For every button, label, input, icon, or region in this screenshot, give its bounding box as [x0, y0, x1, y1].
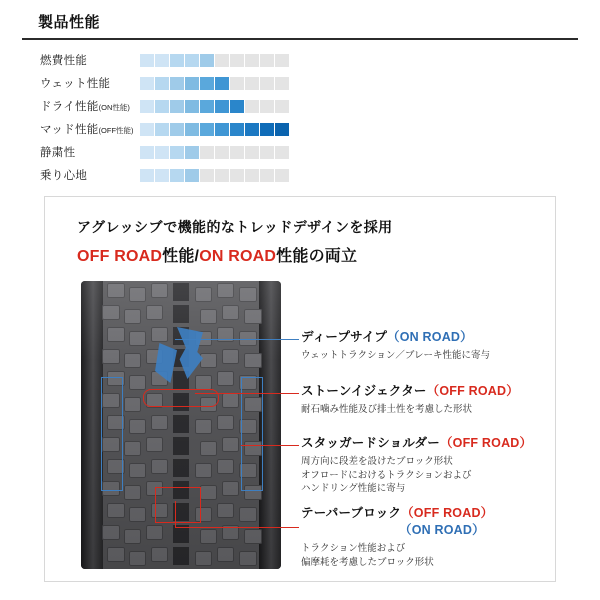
- tread-lug: [151, 547, 168, 562]
- performance-bar-segment: [155, 100, 169, 113]
- performance-bar-segment: [140, 169, 154, 182]
- performance-bar-segment: [215, 146, 229, 159]
- performance-bar-segment: [185, 169, 199, 182]
- performance-bar-segment: [140, 54, 154, 67]
- performance-bar-segment: [230, 54, 244, 67]
- performance-bar-segment: [275, 77, 289, 90]
- callout-road-tag: （OFF ROAD）: [439, 436, 533, 450]
- tread-lug: [102, 305, 120, 320]
- performance-bar: [140, 123, 289, 136]
- performance-bar: [140, 169, 289, 182]
- performance-bar-segment: [260, 169, 274, 182]
- tread-lug: [222, 393, 239, 408]
- callout-description: 周方向に段差を設けたブロック形状 オフロードにおけるトラクションおよび ハンドリング性能に寄与: [301, 455, 472, 495]
- tread-groove: [173, 459, 189, 477]
- tread-groove: [173, 547, 189, 565]
- tread-lug: [151, 459, 168, 474]
- performance-bar: [140, 100, 289, 113]
- performance-row: [40, 119, 560, 139]
- tread-lug: [217, 459, 234, 474]
- performance-bar-segment: [260, 100, 274, 113]
- leader-line-taper-block: [175, 527, 299, 528]
- performance-row-sublabel: (ON性能): [98, 103, 130, 112]
- performance-bar-segment: [155, 54, 169, 67]
- tread-lug: [107, 503, 125, 518]
- callout-title-text: テーパーブロック: [301, 506, 402, 520]
- tread-lug: [129, 551, 146, 566]
- tread-lug: [124, 441, 141, 456]
- performance-bar-segment: [140, 100, 154, 113]
- performance-bar-segment: [170, 169, 184, 182]
- stone-ejector-outline: [143, 389, 219, 407]
- performance-bar-segment: [230, 146, 244, 159]
- performance-bar-segment: [260, 123, 274, 136]
- performance-bar-segment: [245, 169, 259, 182]
- performance-bar-segment: [155, 123, 169, 136]
- page-header: [22, 8, 578, 40]
- tread-lug: [195, 375, 212, 390]
- tread-lug: [129, 331, 146, 346]
- tread-lug: [107, 547, 125, 562]
- tread-design-panel: [44, 196, 556, 582]
- taper-block-outline: [155, 487, 201, 523]
- staggered-shoulder-outline: [101, 377, 123, 491]
- callout-road-tag: （OFF ROAD）: [426, 384, 519, 398]
- panel-headline-secondary: [77, 243, 357, 266]
- tread-lug: [222, 481, 239, 496]
- performance-bar-segment: [200, 100, 214, 113]
- performance-bar-segment: [215, 54, 229, 67]
- tread-lug: [195, 287, 212, 302]
- performance-bar-segment: [215, 123, 229, 136]
- performance-row: [40, 50, 560, 70]
- callout-title-text: スタッガードショルダー: [301, 436, 440, 450]
- performance-bar-segment: [155, 146, 169, 159]
- tread-lug: [129, 375, 146, 390]
- performance-bar-segment: [185, 123, 199, 136]
- tread-lug: [146, 525, 163, 540]
- performance-bar-segment: [155, 77, 169, 90]
- tread-lug: [244, 529, 262, 544]
- performance-bar-segment: [200, 146, 214, 159]
- callout-title: [301, 329, 535, 346]
- tread-lug: [195, 551, 212, 566]
- callout-item: [301, 505, 535, 569]
- tread-lug: [222, 349, 239, 364]
- tread-lug: [124, 529, 141, 544]
- tread-lug: [200, 485, 217, 500]
- callout-description: トラクション性能および 偏摩耗を考慮したブロック形状: [301, 542, 434, 568]
- tread-groove: [173, 305, 189, 323]
- tread-lug: [195, 463, 212, 478]
- performance-bar-segment: [260, 146, 274, 159]
- performance-bar-segment: [140, 146, 154, 159]
- headline-tail: 性能の両立: [276, 248, 358, 265]
- performance-bar-segment: [200, 123, 214, 136]
- performance-bar: [140, 77, 289, 90]
- tread-lug: [244, 309, 262, 324]
- performance-bar-segment: [170, 100, 184, 113]
- performance-bar-segment: [185, 100, 199, 113]
- performance-bar-segment: [230, 100, 244, 113]
- tread-lug: [200, 309, 217, 324]
- performance-bar-segment: [230, 123, 244, 136]
- tread-lug: [217, 415, 234, 430]
- callout-title: [301, 435, 535, 452]
- tread-lug: [151, 327, 168, 342]
- performance-bar-segment: [185, 146, 199, 159]
- callout-road-tag: （OFF ROAD）: [401, 506, 494, 520]
- callout-road-tag: （ON ROAD）: [387, 330, 473, 344]
- tire-tread: [103, 281, 259, 569]
- leader-line-deep-sipe: [175, 339, 299, 340]
- tread-lug: [151, 283, 168, 298]
- tread-lug: [107, 283, 125, 298]
- performance-row: [40, 165, 560, 185]
- callout-title-text: ストーンイジェクター: [301, 384, 427, 398]
- performance-bar-segment: [215, 100, 229, 113]
- performance-bar-segment: [200, 169, 214, 182]
- performance-row: [40, 96, 560, 116]
- performance-row-label: ドライ性能(ON性能): [40, 101, 130, 113]
- callout-road-tag-secondary: （ON ROAD）: [399, 522, 485, 537]
- performance-bar-segment: [170, 77, 184, 90]
- performance-bar: [140, 146, 289, 159]
- callout-item: [301, 329, 535, 363]
- tread-groove: [173, 437, 189, 455]
- performance-bar-segment: [215, 77, 229, 90]
- panel-headline-primary: アグレッシブで機能的なトレッドデザインを採用: [77, 219, 393, 235]
- tread-lug: [217, 547, 234, 562]
- performance-bar-segment: [230, 169, 244, 182]
- tread-lug: [217, 371, 234, 386]
- performance-bar-segment: [170, 54, 184, 67]
- performance-bar-segment: [155, 169, 169, 182]
- performance-bar-segment: [275, 54, 289, 67]
- tread-lug: [102, 349, 120, 364]
- tread-lug: [124, 309, 141, 324]
- callout-description: ウェットトラクション／ブレーキ性能に寄与: [301, 349, 491, 361]
- tread-lug: [124, 397, 141, 412]
- tread-lug: [239, 551, 257, 566]
- performance-bar-segment: [245, 146, 259, 159]
- tread-lug: [129, 463, 146, 478]
- tread-lug: [217, 503, 234, 518]
- performance-bar-segment: [140, 123, 154, 136]
- callout-item: [301, 435, 535, 496]
- performance-bar-segment: [245, 123, 259, 136]
- tread-lug: [239, 287, 257, 302]
- tread-lug: [151, 415, 168, 430]
- tread-lug: [129, 287, 146, 302]
- performance-bar-segment: [170, 146, 184, 159]
- tread-lug: [107, 327, 125, 342]
- performance-bar-segment: [170, 123, 184, 136]
- page-title: 製品性能: [38, 14, 101, 31]
- tire-illustration: [81, 281, 281, 569]
- leader-line-stone-ejector: [195, 393, 299, 394]
- performance-row: [40, 142, 560, 162]
- headline-on-road: ON ROAD: [199, 248, 277, 265]
- performance-bar-segment: [275, 146, 289, 159]
- performance-bar-segment: [215, 169, 229, 182]
- tread-lug: [200, 529, 217, 544]
- performance-chart: [40, 50, 560, 188]
- tread-lug: [195, 419, 212, 434]
- performance-bar-segment: [275, 123, 289, 136]
- tread-lug: [102, 525, 120, 540]
- performance-bar-segment: [245, 100, 259, 113]
- callout-description: 耐石噛み性能及び排土性を考慮した形状: [301, 403, 473, 415]
- tire-sidewall-left: [81, 281, 103, 569]
- headline-off-road: OFF ROAD: [77, 248, 163, 265]
- performance-bar-segment: [260, 54, 274, 67]
- performance-row: [40, 73, 560, 93]
- tread-lug: [222, 305, 239, 320]
- leader-line-staggered-shoulder: [241, 445, 299, 446]
- tread-lug: [124, 485, 141, 500]
- performance-bar-segment: [200, 77, 214, 90]
- performance-row-label: 乗り心地: [40, 170, 88, 182]
- tread-lug: [217, 283, 234, 298]
- callout-title: [301, 383, 535, 400]
- tread-lug: [129, 507, 146, 522]
- tread-groove: [173, 415, 189, 433]
- tread-lug: [200, 353, 217, 368]
- tread-lug: [146, 437, 163, 452]
- tread-lug: [200, 441, 217, 456]
- performance-bar-segment: [140, 77, 154, 90]
- tread-lug: [124, 353, 141, 368]
- performance-bar-segment: [275, 100, 289, 113]
- tread-lug: [239, 507, 257, 522]
- tread-lug: [129, 419, 146, 434]
- performance-bar-segment: [245, 54, 259, 67]
- performance-row-sublabel: (OFF性能): [98, 126, 134, 135]
- tread-lug: [222, 437, 239, 452]
- tread-lug: [146, 305, 163, 320]
- callout-title: [301, 505, 535, 539]
- performance-row-label: 静粛性: [40, 147, 76, 159]
- callout-item: [301, 383, 535, 417]
- headline-middle: 性能/: [162, 248, 200, 265]
- performance-bar-segment: [230, 77, 244, 90]
- performance-bar-segment: [245, 77, 259, 90]
- performance-bar-segment: [200, 54, 214, 67]
- tread-lug: [244, 353, 262, 368]
- performance-bar-segment: [185, 77, 199, 90]
- performance-bar-segment: [260, 77, 274, 90]
- performance-row-label: 燃費性能: [40, 55, 88, 67]
- staggered-shoulder-outline-right: [241, 377, 263, 491]
- performance-bar: [140, 54, 289, 67]
- performance-bar-segment: [275, 169, 289, 182]
- tread-groove: [173, 283, 189, 301]
- performance-row-label: マッド性能(OFF性能): [40, 124, 134, 136]
- performance-row-label: ウェット性能: [40, 78, 111, 90]
- callout-title-text: ディープサイプ: [301, 330, 388, 344]
- leader-line-taper-block-vertical: [175, 501, 176, 527]
- performance-bar-segment: [185, 54, 199, 67]
